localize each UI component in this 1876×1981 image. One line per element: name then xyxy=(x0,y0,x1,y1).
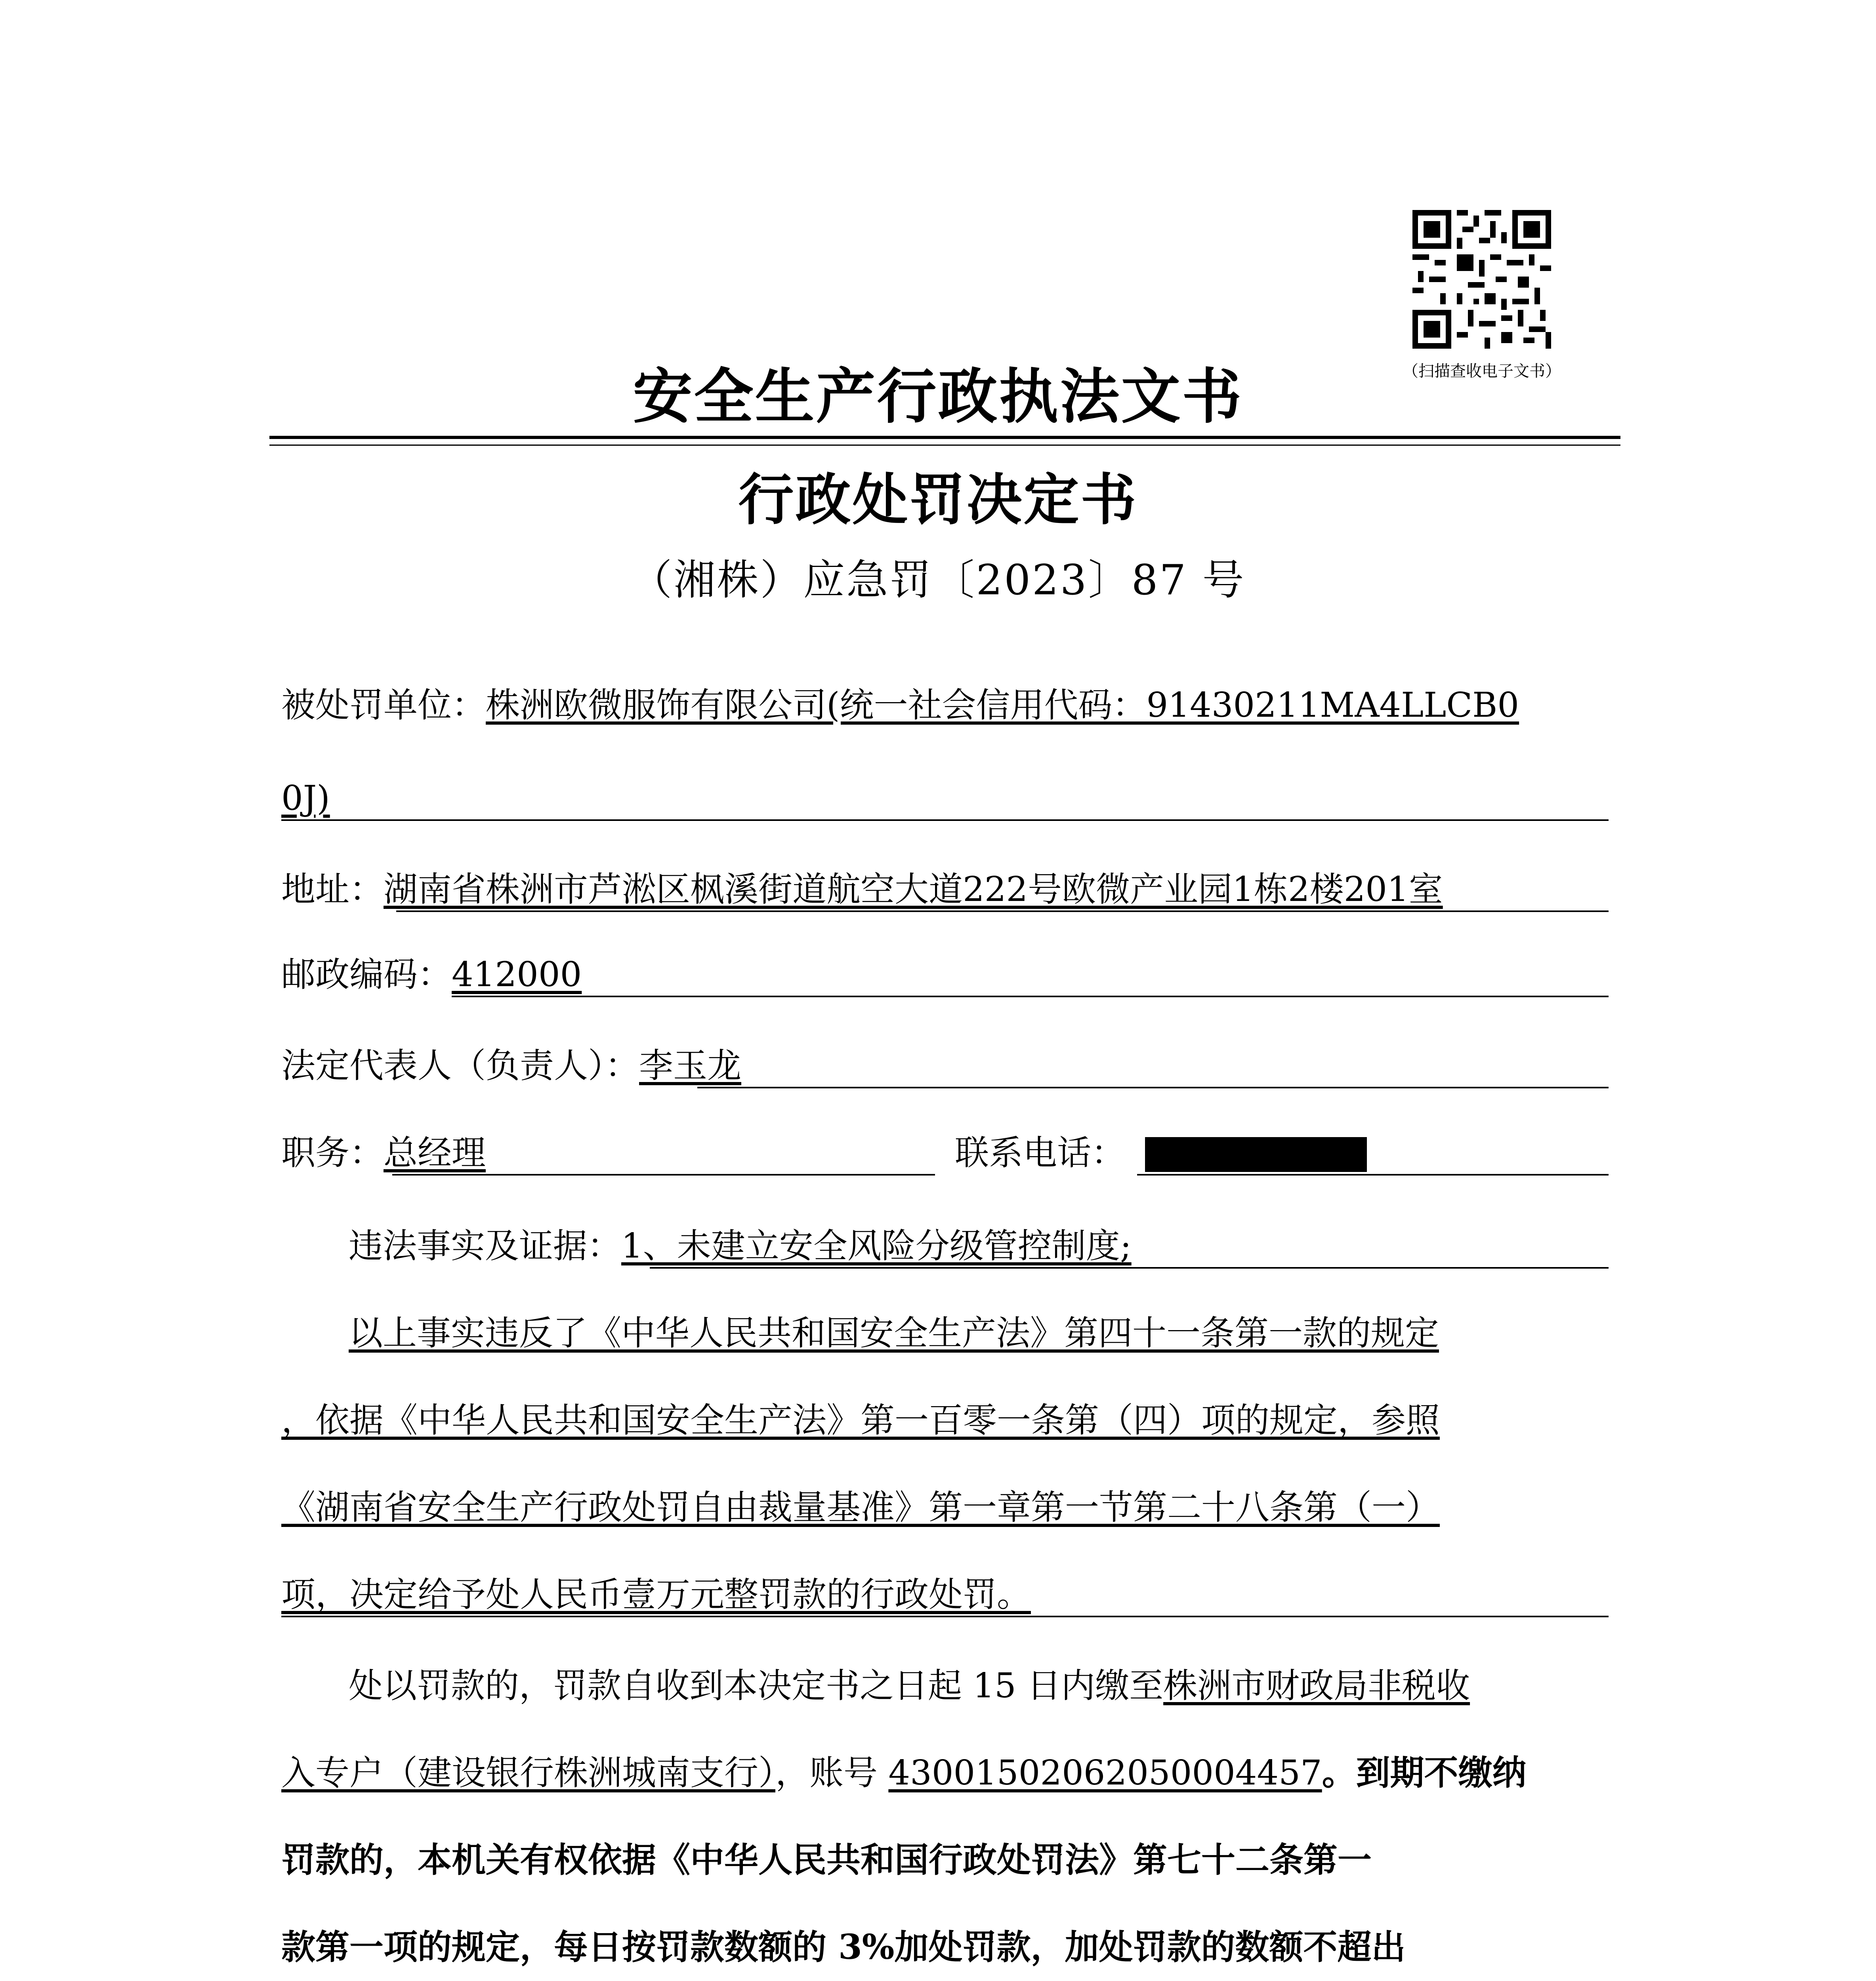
unit-value: 株洲欧微服饰有限公司(统一社会信用代码：91430211MA4LLCB0 xyxy=(486,685,1519,725)
facts-underline xyxy=(650,1267,1609,1269)
representative-label: 法定代表人（负责人）： xyxy=(281,1046,639,1086)
decision-line-3: 《湖南省安全生产行政处罚自由裁量基准》第一章第一节第二十八条第（一） xyxy=(281,1488,1440,1527)
unit-underline xyxy=(281,819,1609,821)
unit-field xyxy=(281,681,1609,729)
representative-underline xyxy=(697,1087,1609,1088)
header-rule-thin xyxy=(269,445,1620,446)
decision-underline xyxy=(281,1616,1609,1617)
payment-line-1 xyxy=(349,1662,1609,1710)
representative-value: 李玉龙 xyxy=(639,1046,741,1086)
unit-field-continued xyxy=(281,775,1609,822)
document-title: 行政处罚决定书 xyxy=(738,468,1138,532)
phone-label: 联系电话： xyxy=(955,1133,1125,1173)
unit-label: 被处罚单位： xyxy=(281,685,486,725)
position-label: 职务： xyxy=(281,1133,384,1173)
payment-line-4: 款第一项的规定，每日按罚款数额的 3%加处罚款，加处罚款的数额不超出 xyxy=(281,1927,1406,1967)
position-underline xyxy=(392,1174,935,1176)
postcode-field xyxy=(281,951,1609,998)
payment-line-3: 罚款的，本机关有权依据《中华人民共和国行政处罚法》第七十二条第一 xyxy=(281,1840,1372,1880)
payment-overdue-start: 。到期不缴纳 xyxy=(1322,1753,1527,1793)
postcode-value: 412000 xyxy=(452,955,582,994)
document-category-title: 安全生产行政执法文书 xyxy=(633,362,1243,431)
decision-line-4: 项，决定给予处人民币壹万元整罚款的行政处罚。 xyxy=(281,1575,1031,1615)
phone-underline xyxy=(1137,1174,1609,1176)
position-value: 总经理 xyxy=(384,1133,486,1173)
payment-bank: 入专户（建设银行株洲城南支行） xyxy=(281,1753,775,1793)
facts-label: 违法事实及证据： xyxy=(349,1226,621,1266)
position-field xyxy=(281,1129,1609,1177)
payment-account-number: 43001502062050004457 xyxy=(888,1753,1322,1793)
decision-line-2: ，依据《中华人民共和国安全生产法》第一百零一条第（四）项的规定，参照 xyxy=(281,1401,1440,1440)
document-number: （湘株）应急罚〔2023〕87 号 xyxy=(630,556,1246,604)
header-rule-thick xyxy=(269,436,1620,439)
payment-account-name: 株洲市财政局非税收 xyxy=(1163,1666,1470,1706)
payment-text-1: 处以罚款的，罚款自收到本决定书之日起 15 日内缴至 xyxy=(349,1666,1164,1706)
facts-line xyxy=(349,1222,1609,1270)
postcode-label: 邮政编码： xyxy=(281,955,452,994)
address-label: 地址： xyxy=(281,870,384,909)
facts-value: 1、未建立安全风险分级管控制度; xyxy=(621,1226,1132,1266)
qr-caption: （扫描查收电子文书） xyxy=(1403,362,1561,380)
payment-account-label: ，账号 xyxy=(775,1753,889,1793)
decision-line-1: 以上事实违反了《中华人民共和国安全生产法》第四十一条第一款的规定 xyxy=(349,1313,1439,1353)
address-value: 湖南省株洲市芦淞区枫溪街道航空大道222号欧微产业园1栋2楼201室 xyxy=(384,870,1443,909)
address-underline xyxy=(396,910,1609,912)
representative-field xyxy=(281,1042,1609,1090)
postcode-underline xyxy=(452,996,1609,997)
address-field xyxy=(281,866,1609,913)
phone-redaction xyxy=(1145,1137,1367,1172)
unit-value-continued: 0J) xyxy=(281,779,330,818)
payment-line-2 xyxy=(281,1749,1609,1797)
qr-code-icon xyxy=(1412,210,1551,349)
